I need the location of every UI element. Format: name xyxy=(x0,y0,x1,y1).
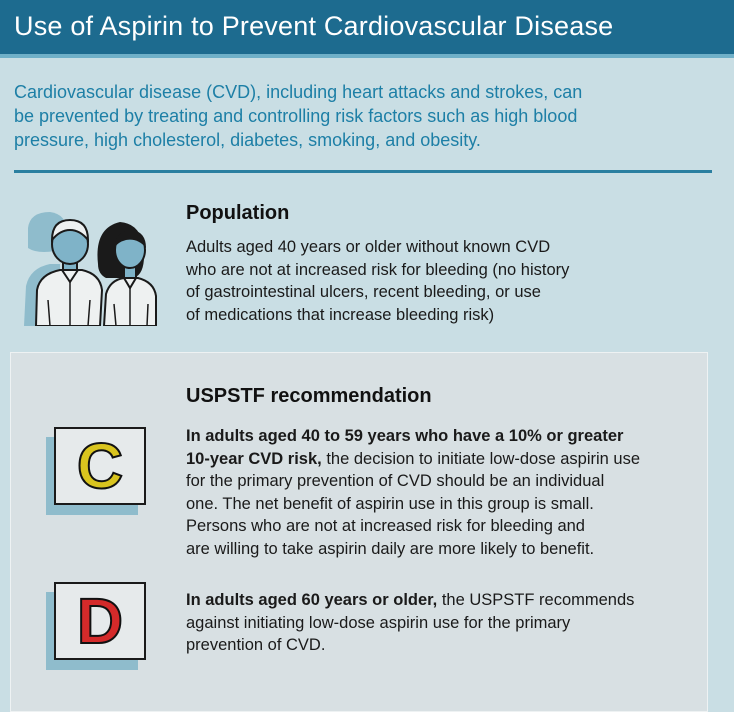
population-line: Adults aged 40 years or older without known CVD xyxy=(186,238,551,256)
grade-d-line: against initiating low-dose aspirin use for the primary xyxy=(186,613,571,632)
recommendation-title: USPSTF recommendation xyxy=(186,385,432,407)
grade-d-bold: In adults aged 60 years or older, xyxy=(186,591,438,609)
grade-c-line: one. The net benefit of aspirin use in this group is small. xyxy=(186,494,594,513)
population-line: who are not at increased risk for bleeding (no history xyxy=(186,260,570,279)
population-text xyxy=(186,236,686,326)
grade-c-bold-line: In adults aged 40 to 59 years who have a 10% or greater xyxy=(186,427,624,445)
intro-paragraph xyxy=(14,80,714,152)
page-title: Use of Aspirin to Prevent Cardiovascular Disease xyxy=(14,11,614,41)
grade-d-badge xyxy=(54,582,146,660)
grade-c-line: are willing to take aspirin daily are more likely to benefit. xyxy=(186,539,595,558)
intro-line: be prevented by treating and controlling risk factors such as high blood xyxy=(14,106,578,126)
grade-d-line: prevention of CVD. xyxy=(186,636,326,654)
population-title: Population xyxy=(186,202,290,224)
grade-c-text xyxy=(186,425,701,560)
header-banner xyxy=(0,0,734,58)
population-line: of medications that increase bleeding risk) xyxy=(186,305,495,324)
grade-c-badge xyxy=(54,427,146,505)
grade-d-text xyxy=(186,589,701,657)
people-illustration-icon xyxy=(20,208,170,326)
grade-c-line: the decision to initiate low-dose aspirin use xyxy=(321,449,641,468)
intro-line: pressure, high cholesterol, diabetes, smoking, and obesity. xyxy=(14,130,481,150)
grade-d-line: the USPSTF recommends xyxy=(437,591,635,609)
grade-c-line: Persons who are not at increased risk for bleeding and xyxy=(186,517,585,535)
grade-c-line: for the primary prevention of CVD should be an individual xyxy=(186,472,605,490)
grade-letter: C xyxy=(76,430,124,502)
section-divider xyxy=(14,170,712,173)
intro-line: Cardiovascular disease (CVD), including heart attacks and strokes, can xyxy=(14,82,583,102)
grade-letter: D xyxy=(76,585,124,657)
grade-c-bold-line: 10-year CVD risk, xyxy=(186,449,322,468)
population-line: of gastrointestinal ulcers, recent bleeding, or use xyxy=(186,283,541,301)
